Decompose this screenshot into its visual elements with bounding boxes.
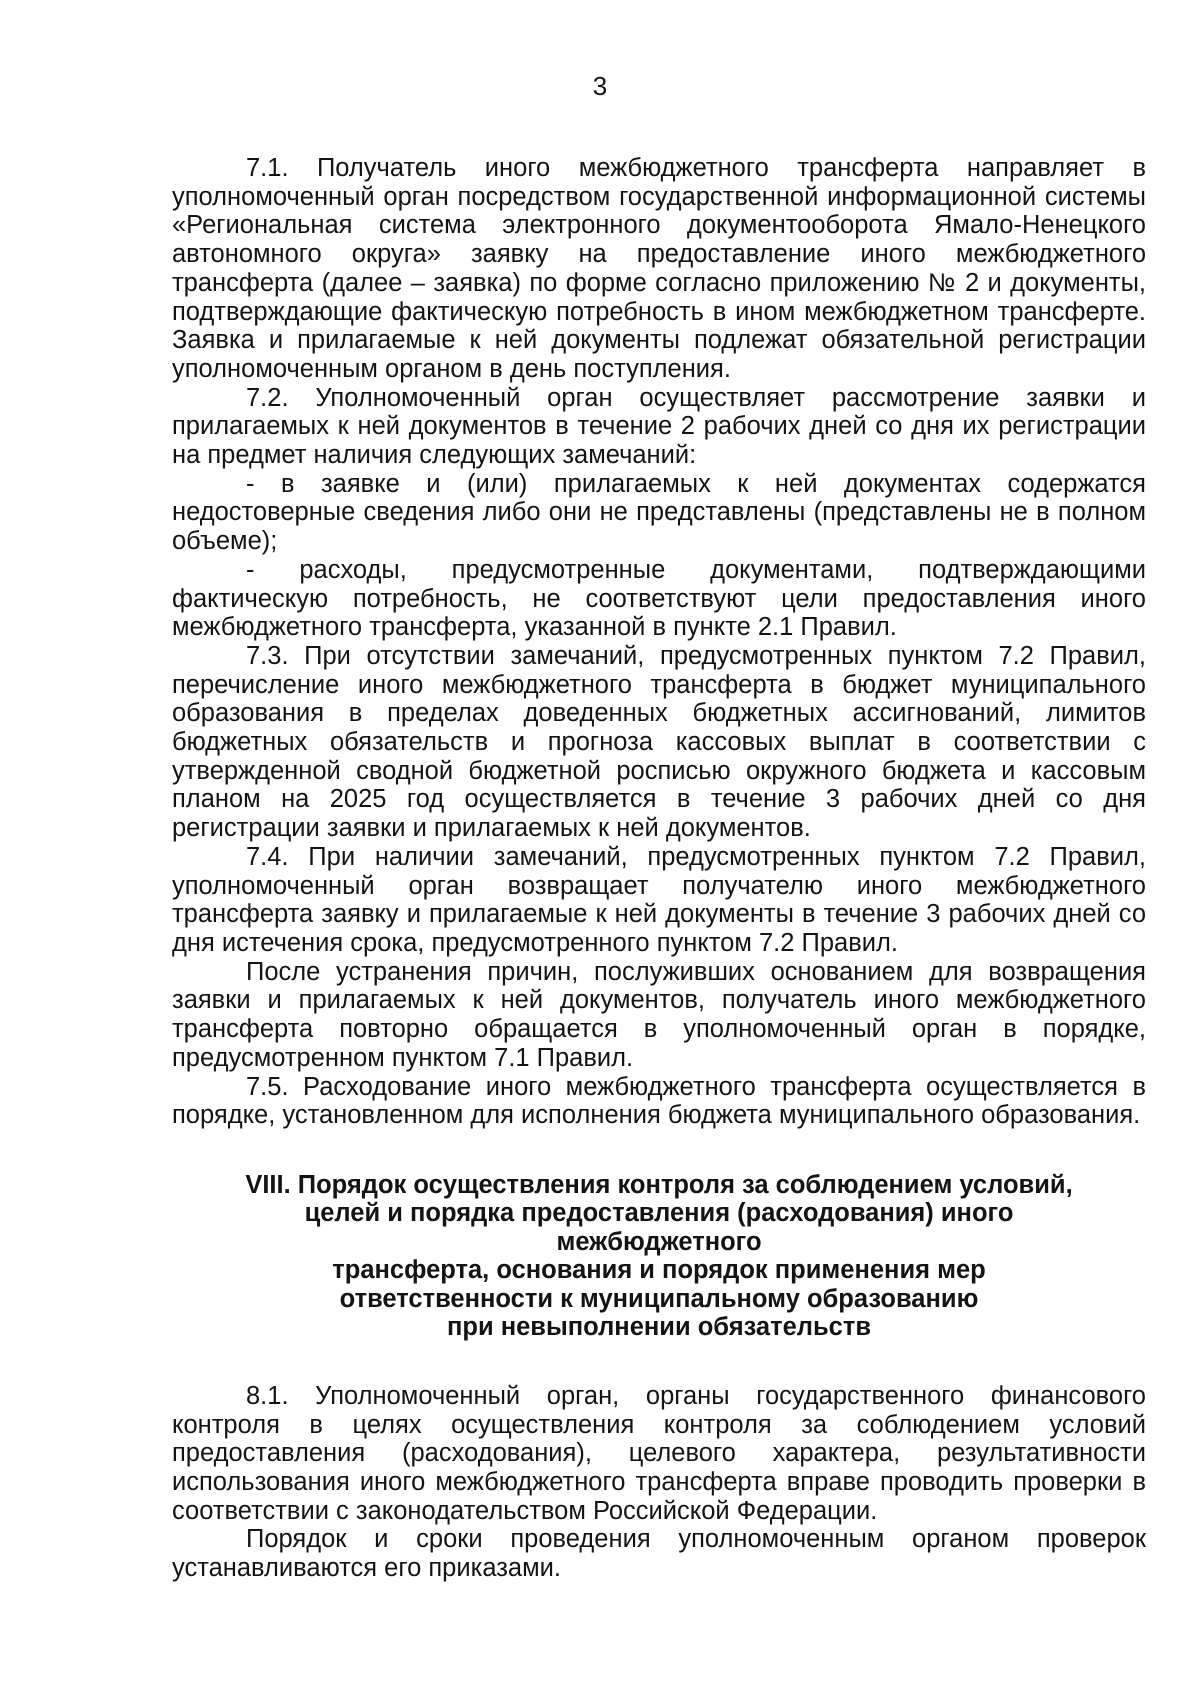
heading-line: при невыполнении обязательств — [446, 1313, 872, 1342]
paragraph-7-4: 7.4. При наличии замечаний, предусмотренных пунктом 7.2 Правил, уполномоченный орган возвращает получателю иного межбюджетного трансферта заявку и прилагаемые к ней документы в течение 3 рабочих дней со дня истечения срока, предусмотренного пунктом 7.2 Правил. — [172, 842, 1146, 957]
list-item-remark-1: - в заявке и (или) прилагаемых к ней документах содержатся недостоверные сведения либо они не представлены (представлены не в полном объеме); — [172, 469, 1146, 556]
list-item-remark-2: - расходы, предусмотренные документами, подтверждающими фактическую потребность, не соответствуют цели предоставления иного межбюджетного трансферта, указанной в пункте 2.1 Правил. — [172, 555, 1146, 642]
paragraph-7-3: 7.3. При отсутствии замечаний, предусмотренных пунктом 7.2 Правил, перечисление иного межбюджетного трансферта в бюджет муниципального образования в пределах доведенных бюджетных ассигнований, лимитов бюджетных обязательств и прогноза кассовых выплат в соответствии с утвержденной сводной бюджетной росписью окружного бюджета и кассовым планом на 2025 год осуществляется в течение 3 рабочих дней со дня регистрации заявки и прилагаемых к ней документов. — [172, 641, 1146, 843]
heading-line: трансферта, основания и порядок применения мер — [332, 1256, 986, 1285]
paragraph-8-1: 8.1. Уполномоченный орган, органы государственного финансового контроля в целях осуществления контроля за соблюдением условий предоставления (расходования), целевого характера, результативности использования иного межбюджетного трансферта вправе проводить проверки в соответствии с законодательством Российской Федерации. — [172, 1381, 1146, 1525]
paragraph-7-4-continued: После устранения причин, послуживших основанием для возвращения заявки и прилагаемых к ней документов, получатель иного межбюджетного трансферта повторно обращается в уполномоченный орган в порядке, предусмотренном пунктом 7.1 Правил. — [172, 957, 1146, 1072]
heading-line: ответственности к муниципальному образованию — [339, 1284, 979, 1313]
heading-line: целей и порядка предоставления (расходования) иного межбюджетного — [304, 1199, 1014, 1256]
heading-line: VIII. Порядок осуществления контроля за соблюдением условий, — [245, 1170, 1073, 1199]
paragraph-7-1: 7.1. Получатель иного межбюджетного трансферта направляет в уполномоченный орган посредством государственной информационной системы «Региональная система электронного документооборота Ямало-Ненецкого автономного округа» заявку на предоставление иного межбюджетного трансферта (далее – заявка) по форме согласно приложению № 2 и документы, подтверждающие фактическую потребность в ином межбюджетном трансферте. Заявка и прилагаемые к ней документы подлежат обязательной регистрации уполномоченным органом в день поступления. — [172, 154, 1146, 383]
page-number: 3 — [592, 71, 608, 101]
document-body — [172, 154, 1146, 1583]
paragraph-8-1-continued: Порядок и сроки проведения уполномоченным органом проверок устанавливаются его приказами. — [172, 1525, 1146, 1583]
paragraph-7-5: 7.5. Расходование иного межбюджетного трансферта осуществляется в порядке, установленном для исполнения бюджета муниципального образования. — [172, 1072, 1146, 1130]
paragraph-7-2: 7.2. Уполномоченный орган осуществляет рассмотрение заявки и прилагаемых к ней документов в течение 2 рабочих дней со дня их регистрации на предмет наличия следующих замечаний: — [172, 383, 1146, 470]
section-heading-viii — [172, 1171, 1146, 1342]
